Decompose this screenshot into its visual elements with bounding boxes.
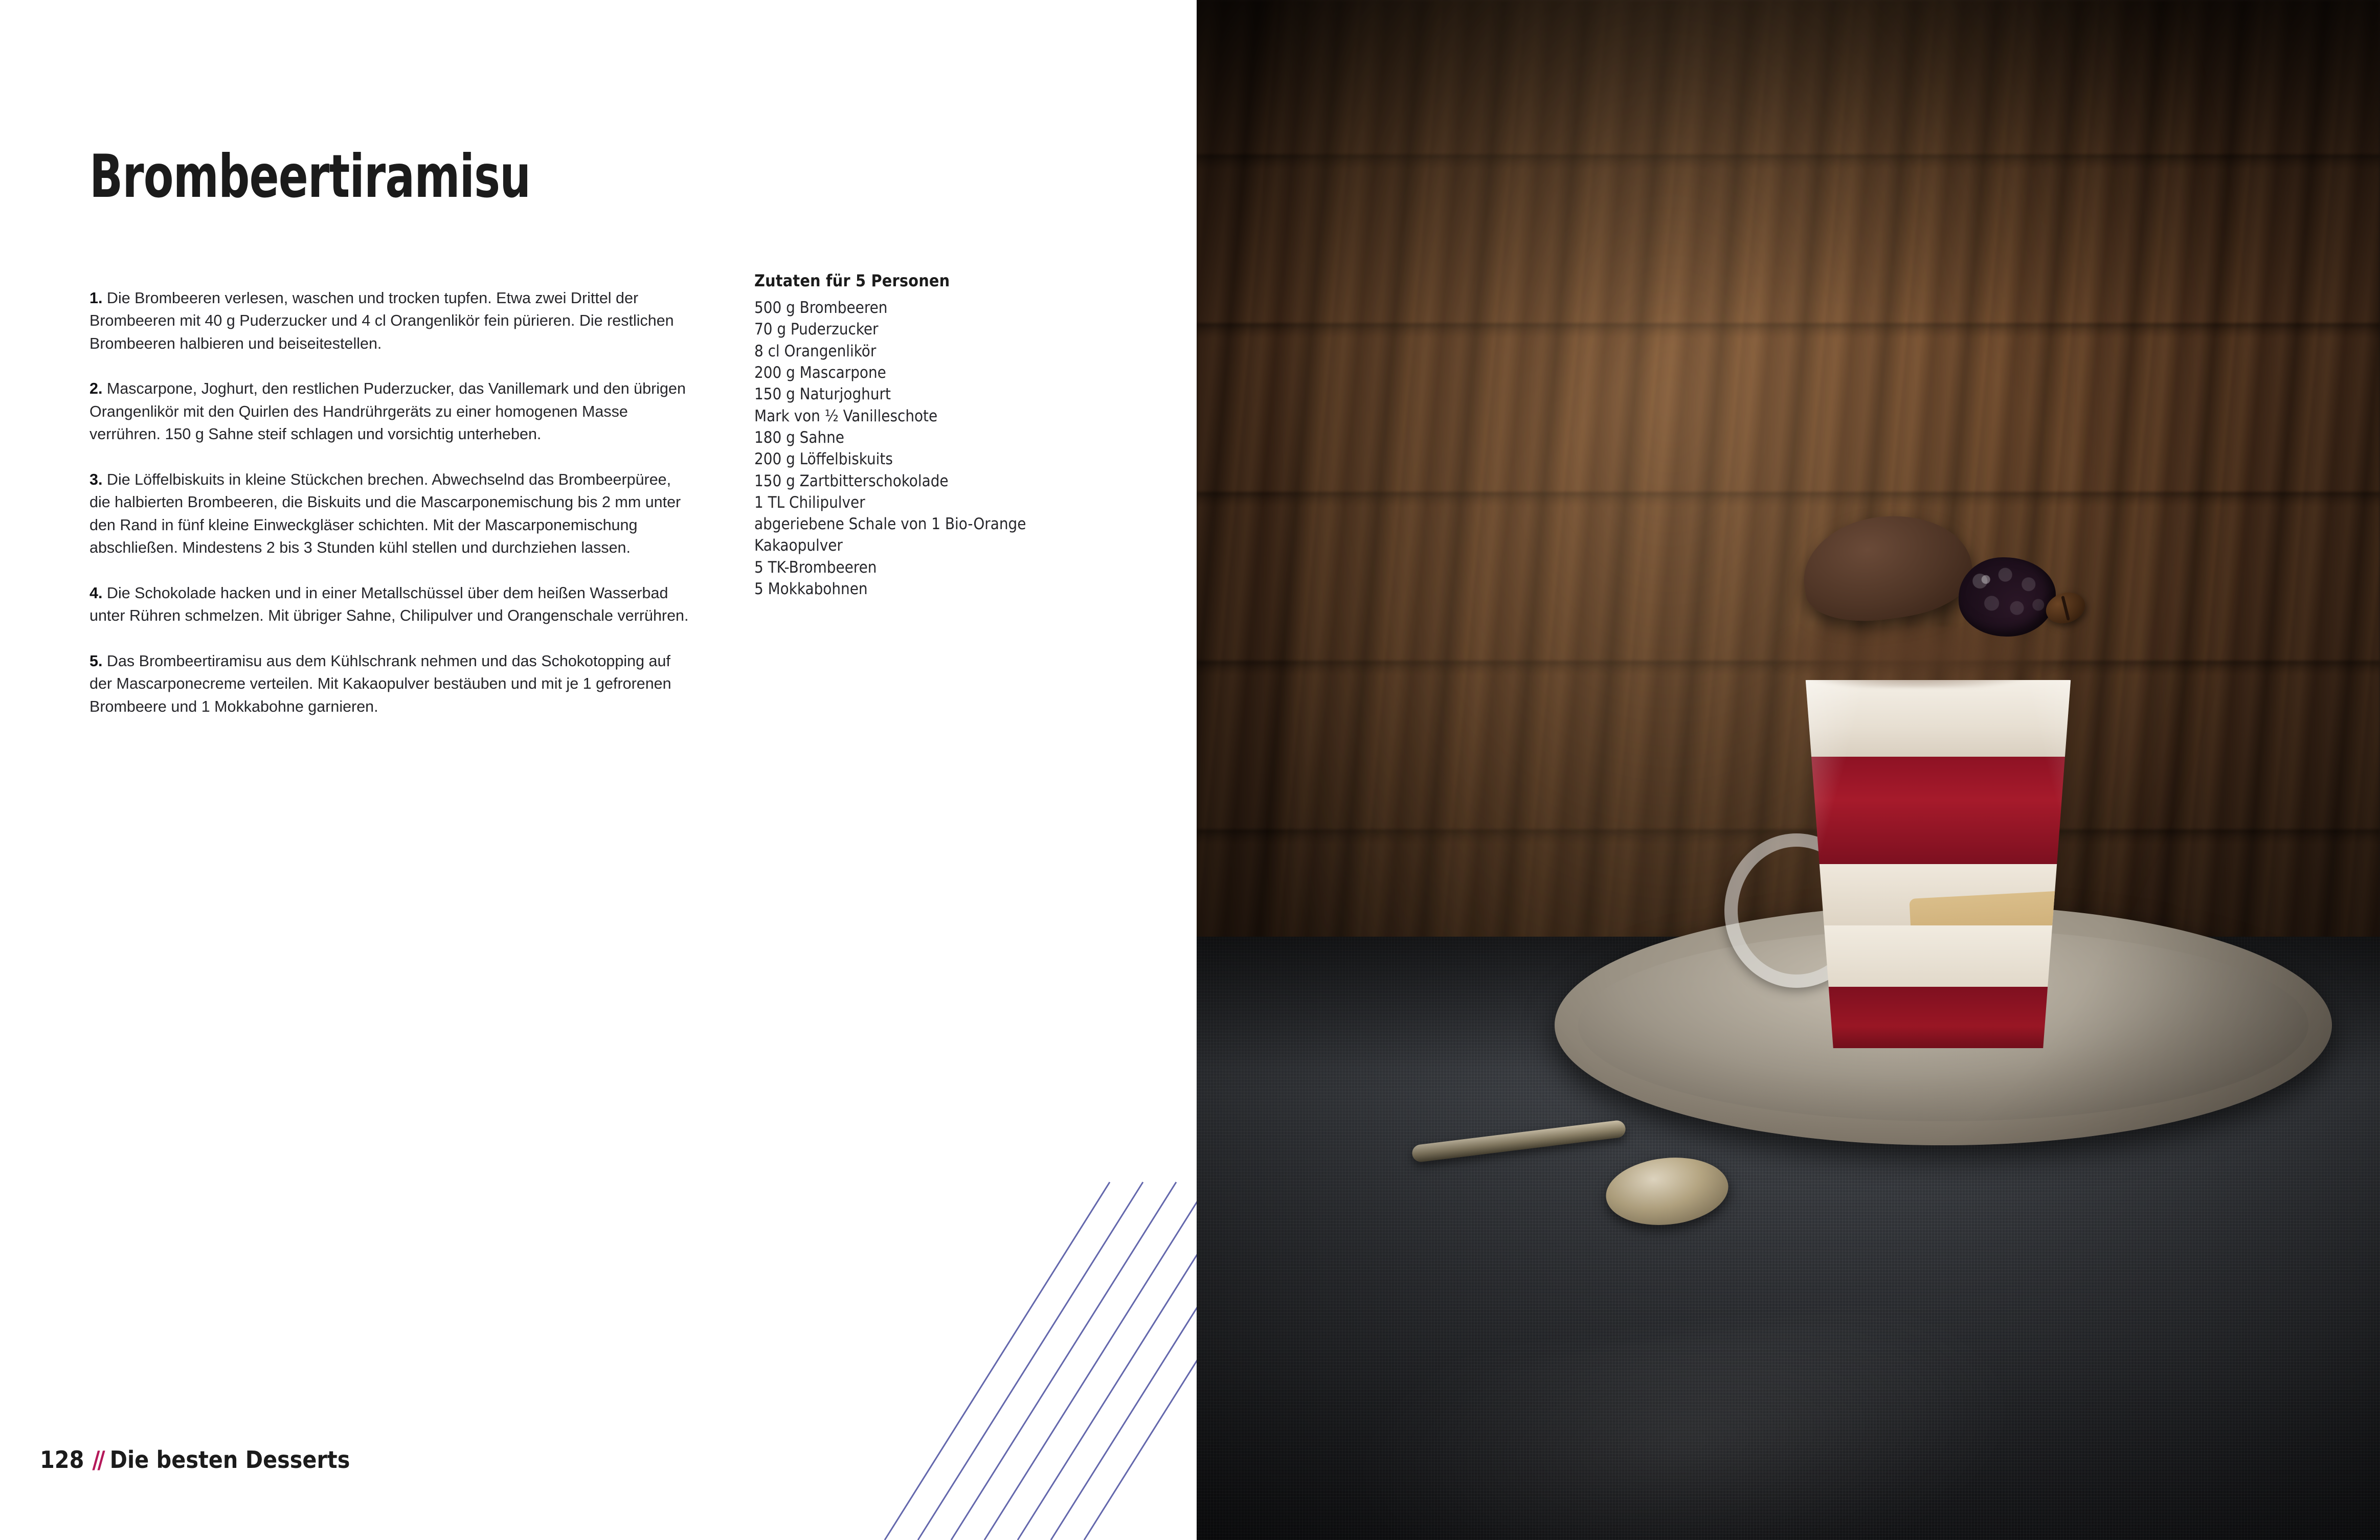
step-number: 2. (89, 380, 103, 398)
page-title: Brombeertiramisu (89, 142, 531, 211)
content-columns (89, 271, 1087, 718)
ingredient-item: Mark von ½ Vanilleschote (754, 406, 938, 425)
ingredient-item: 150 g Zartbitterschokolade (754, 471, 949, 490)
ingredients-heading: Zutaten für 5 Personen (754, 271, 950, 290)
tiramisu-layers (1800, 680, 2076, 1048)
step-item (89, 650, 693, 718)
ingredient-item: 5 Mokkabohnen (754, 580, 868, 599)
blackberry-garnish (1959, 557, 2056, 637)
step-number: 5. (89, 652, 103, 670)
ingredient-item: 500 g Brombeeren (754, 299, 888, 317)
step-number: 4. (89, 584, 103, 602)
ingredients-panel (754, 271, 1071, 600)
ingredient-item: 8 cl Orangenlikör (754, 342, 877, 360)
page-number: 128 (40, 1446, 84, 1474)
step-number: 1. (89, 289, 103, 307)
recipe-photo (1197, 0, 2380, 1540)
ingredient-item: abgeriebene Schale von 1 Bio-Orange (754, 515, 1026, 534)
ingredient-item: 70 g Puderzucker (754, 320, 879, 339)
step-item (89, 582, 693, 627)
ingredient-item: 150 g Naturjoghurt (754, 385, 891, 404)
ingredient-item: 200 g Mascarpone (754, 363, 886, 382)
footer-separator-icon: // (92, 1446, 103, 1474)
mascarpone-layer-lower (1800, 925, 2076, 992)
step-item (89, 377, 693, 446)
step-text: Mascarpone, Joghurt, den restlichen Puderzucker, das Vanillemark und den übrigen Orangenlikör mit den Quirlen des Handrührgeräts zu einer homogenen Masse verrühren. 150 g Sahne steif schlagen und vorsichtig unterheben. (89, 380, 686, 443)
preparation-steps (89, 271, 703, 718)
mascarpone-layer-top (1800, 680, 2076, 757)
step-text: Die Löffelbiskuits in kleine Stückchen brechen. Abwechselnd das Brombeerpüree, die halbierten Brombeeren, die Biskuits und die Mascarponemischung bis 2 mm unter den Rand in fünf kleine Einweckgläser schichten. Mit der Mascarponemischung abschließen. Mindestens 2 bis 3 Stunden kühl stellen und durchziehen lassen. (89, 470, 681, 557)
page-footer (40, 1446, 350, 1474)
ingredient-item: 1 TL Chilipulver (754, 493, 865, 512)
step-item (89, 468, 693, 559)
ingredient-item: Kakaopulver (754, 536, 843, 555)
step-number: 3. (89, 470, 103, 488)
step-text: Die Brombeeren verlesen, waschen und trocken tupfen. Etwa zwei Drittel der Brombeeren mit 40 g Puderzucker und 4 cl Orangenlikör fein pürieren. Die restlichen Brombeeren halbieren und beiseitestellen. (89, 289, 674, 352)
step-item (89, 287, 693, 355)
ingredient-item: 200 g Löffelbiskuits (754, 450, 893, 469)
chapter-name: Die besten Desserts (109, 1446, 350, 1474)
step-text: Die Schokolade hacken und in einer Metallschüssel über dem heißen Wasserbad unter Rühren schmelzen. Mit übriger Sahne, Chilipulver und Orangenschale verrühren. (89, 584, 689, 625)
ingredient-item: 5 TK-Brombeeren (754, 558, 877, 577)
blackberry-puree-layer-upper (1800, 757, 2076, 864)
blackberry-drupelets (1959, 557, 2056, 637)
ingredients-list (754, 297, 1071, 600)
ingredient-item: 180 g Sahne (754, 428, 844, 447)
decorative-diagonal-lines (869, 1080, 1217, 1540)
glass-cup (1769, 680, 2107, 1058)
step-text: Das Brombeertiramisu aus dem Kühlschrank nehmen und das Schokotopping auf der Mascarponecreme verteilen. Mit Kakaopulver bestäuben und mit je 1 gefrorenen Brombeere und 1 Mokkabohne garnieren. (89, 652, 671, 715)
blackberry-puree-layer-lower (1800, 987, 2076, 1048)
